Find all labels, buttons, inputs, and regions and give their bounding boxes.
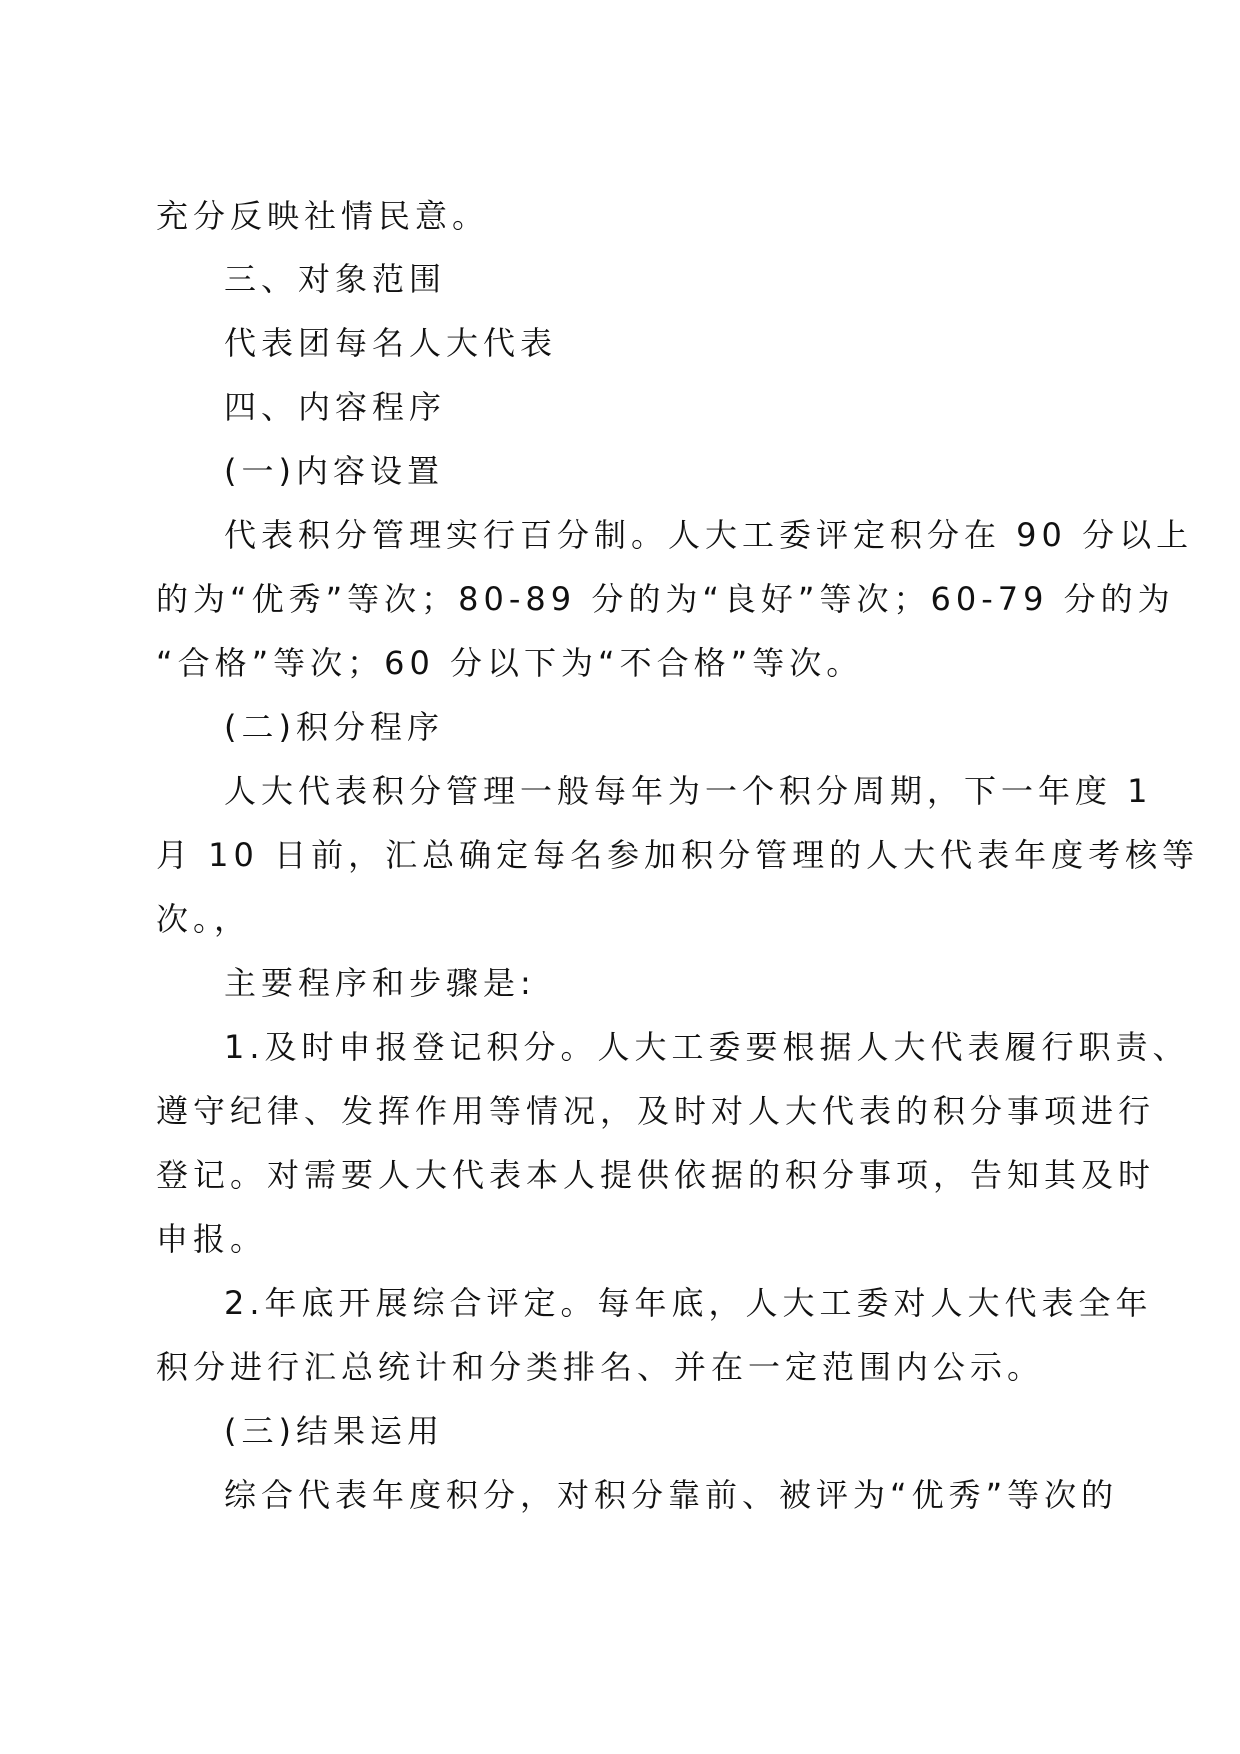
- text-line: 充分反映社情民意。: [156, 197, 490, 235]
- subsection-heading: (三)结果运用: [224, 1412, 444, 1450]
- text-line: 的为“优秀”等次；80-89 分的为“良好”等次；60-79 分的为: [156, 580, 1175, 618]
- text-line: 综合代表年度积分，对积分靠前、被评为“优秀”等次的: [224, 1476, 1119, 1514]
- text-line: 遵守纪律、发挥作用等情况，及时对人大代表的积分事项进行: [156, 1092, 1156, 1130]
- text-line: 登记。对需要人大代表本人提供依据的积分事项，告知其及时: [156, 1156, 1156, 1194]
- text-line: 月 10 日前，汇总确定每名参加积分管理的人大代表年度考核等: [156, 836, 1200, 874]
- text-line: 积分进行汇总统计和分类排名、并在一定范围内公示。: [156, 1348, 1045, 1386]
- text-line: 1.及时申报登记积分。人大工委要根据人大代表履行职责、: [224, 1028, 1190, 1066]
- section-heading: 三、对象范围: [224, 260, 447, 298]
- text-line: 主要程序和步骤是:: [224, 964, 536, 1002]
- section-heading: 四、内容程序: [224, 388, 447, 426]
- text-line: 次。，: [156, 900, 252, 938]
- subsection-heading: (一)内容设置: [224, 452, 444, 490]
- text-line: 代表积分管理实行百分制。人大工委评定积分在 90 分以上: [224, 516, 1194, 554]
- text-line: “合格”等次；60 分以下为“不合格”等次。: [156, 644, 864, 682]
- subsection-heading: (二)积分程序: [224, 708, 444, 746]
- text-line: 人大代表积分管理一般每年为一个积分周期，下一年度 1: [224, 772, 1153, 810]
- text-line: 申报。: [156, 1220, 268, 1258]
- text-line: 代表团每名人大代表: [224, 324, 558, 362]
- text-line: 2.年底开展综合评定。每年底，人大工委对人大代表全年: [224, 1284, 1153, 1322]
